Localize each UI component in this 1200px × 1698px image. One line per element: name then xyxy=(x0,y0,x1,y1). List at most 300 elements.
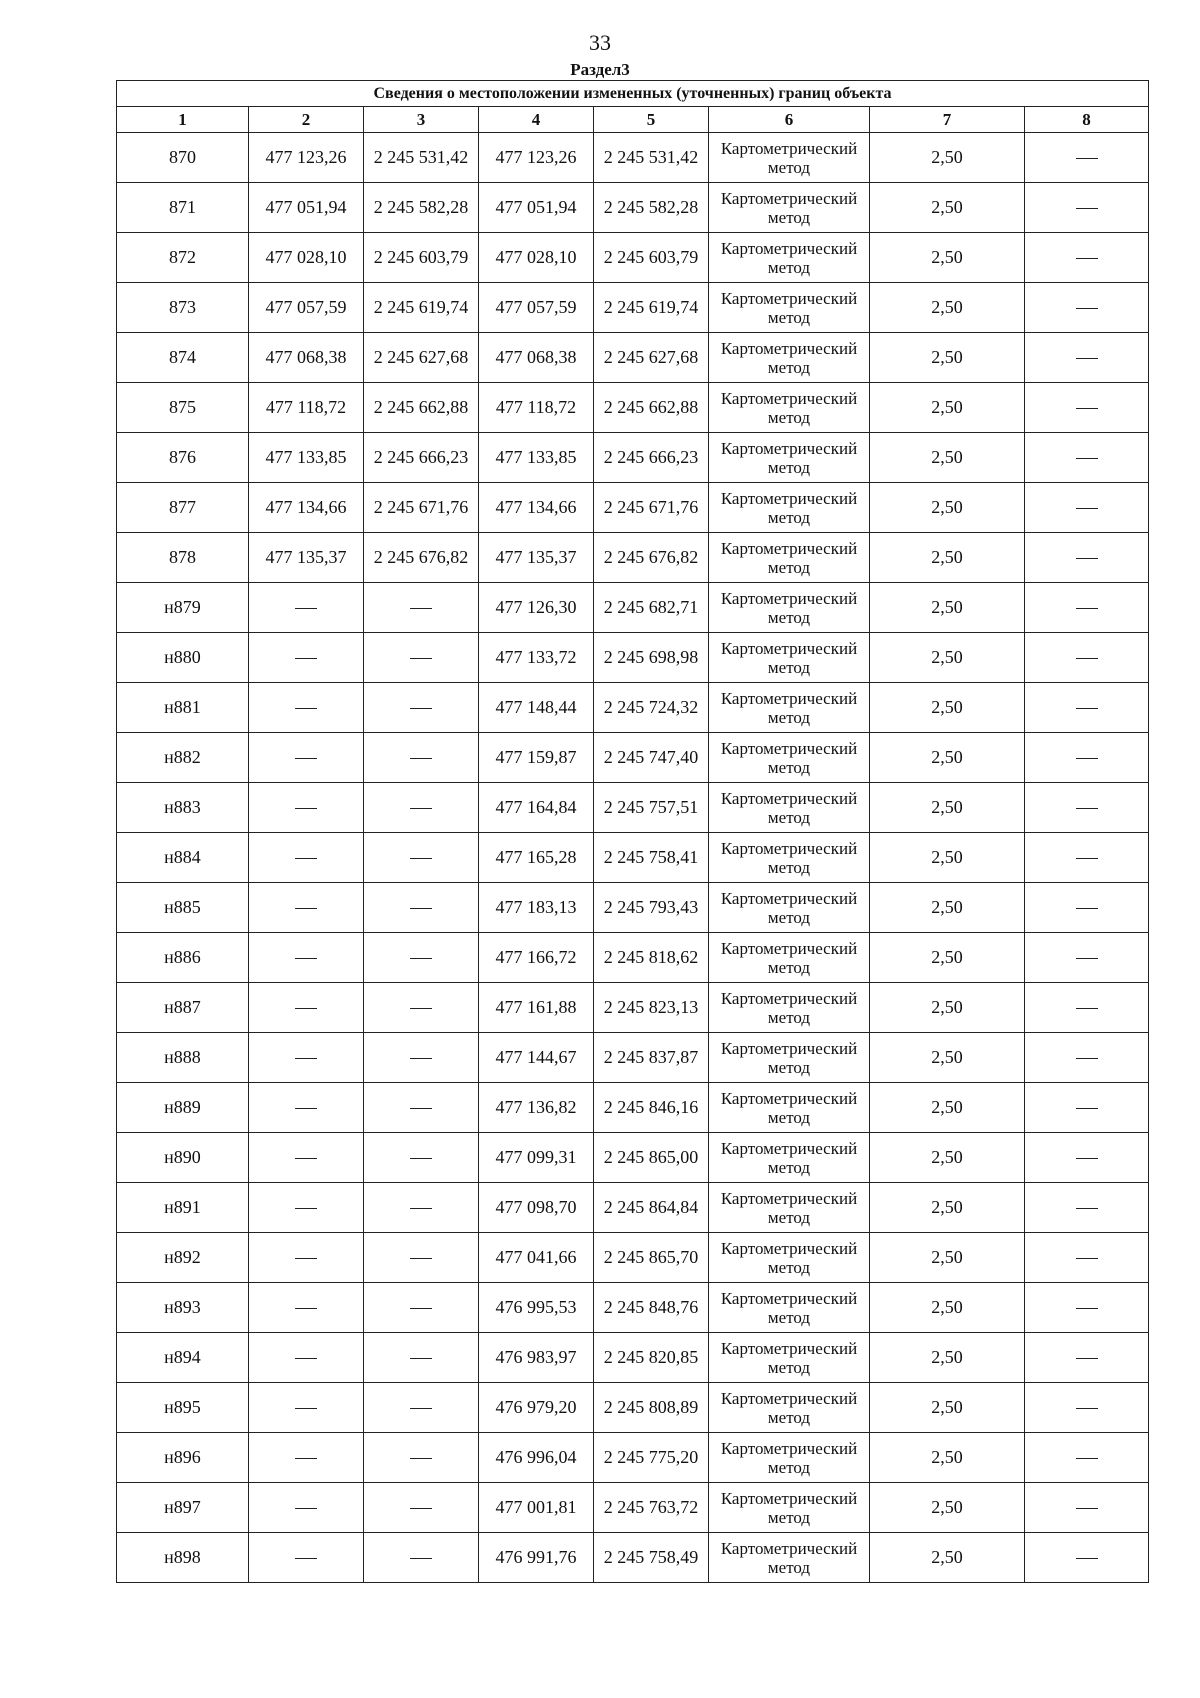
new-y-cell: 2 245 758,41 xyxy=(594,833,709,883)
note-cell xyxy=(1025,133,1149,183)
table-row xyxy=(117,483,1149,533)
method-cell: Картометрический метод xyxy=(709,133,870,183)
column-header: 5 xyxy=(594,107,709,133)
method-cell: Картометрический метод xyxy=(709,1233,870,1283)
new-x-cell: 477 118,72 xyxy=(479,383,594,433)
accuracy-cell: 2,50 xyxy=(870,1033,1025,1083)
dash-mark xyxy=(1076,1258,1098,1259)
dash-mark xyxy=(1076,308,1098,309)
point-number-cell: н879 xyxy=(117,583,249,633)
method-cell: Картометрический метод xyxy=(709,333,870,383)
dash-mark xyxy=(295,1558,317,1559)
dash-mark xyxy=(1076,1508,1098,1509)
new-x-cell: 477 051,94 xyxy=(479,183,594,233)
method-cell: Картометрический метод xyxy=(709,233,870,283)
new-y-cell: 2 245 865,70 xyxy=(594,1233,709,1283)
dash-mark xyxy=(1076,808,1098,809)
point-number-cell: н895 xyxy=(117,1383,249,1433)
dash-mark xyxy=(1076,958,1098,959)
point-number-cell: 874 xyxy=(117,333,249,383)
old-y-cell xyxy=(364,783,479,833)
column-header: 2 xyxy=(249,107,364,133)
dash-mark xyxy=(410,1208,432,1209)
dash-mark xyxy=(1076,1558,1098,1559)
old-y-cell: 2 245 662,88 xyxy=(364,383,479,433)
accuracy-cell: 2,50 xyxy=(870,1183,1025,1233)
dash-mark xyxy=(1076,658,1098,659)
note-cell xyxy=(1025,1533,1149,1583)
note-cell xyxy=(1025,433,1149,483)
old-x-cell xyxy=(249,1483,364,1533)
new-y-cell: 2 245 662,88 xyxy=(594,383,709,433)
old-x-cell xyxy=(249,1383,364,1433)
old-y-cell xyxy=(364,1483,479,1533)
old-x-cell: 477 135,37 xyxy=(249,533,364,583)
dash-mark xyxy=(1076,258,1098,259)
dash-mark xyxy=(1076,1108,1098,1109)
dash-mark xyxy=(410,1558,432,1559)
old-x-cell: 477 118,72 xyxy=(249,383,364,433)
old-y-cell xyxy=(364,1183,479,1233)
method-cell: Картометрический метод xyxy=(709,533,870,583)
old-y-cell: 2 245 603,79 xyxy=(364,233,479,283)
method-cell: Картометрический метод xyxy=(709,483,870,533)
point-number-cell: н882 xyxy=(117,733,249,783)
table-row xyxy=(117,1433,1149,1483)
new-x-cell: 477 164,84 xyxy=(479,783,594,833)
method-cell: Картометрический метод xyxy=(709,1333,870,1383)
old-y-cell xyxy=(364,933,479,983)
dash-mark xyxy=(410,808,432,809)
new-x-cell: 477 165,28 xyxy=(479,833,594,883)
new-x-cell: 477 068,38 xyxy=(479,333,594,383)
dash-mark xyxy=(1076,1058,1098,1059)
column-header: 8 xyxy=(1025,107,1149,133)
table-row xyxy=(117,1183,1149,1233)
point-number-cell: н888 xyxy=(117,1033,249,1083)
point-number-cell: н889 xyxy=(117,1083,249,1133)
table-row xyxy=(117,683,1149,733)
point-number-cell: н890 xyxy=(117,1133,249,1183)
method-cell: Картометрический метод xyxy=(709,383,870,433)
method-cell: Картометрический метод xyxy=(709,1083,870,1133)
method-cell: Картометрический метод xyxy=(709,933,870,983)
new-x-cell: 477 041,66 xyxy=(479,1233,594,1283)
old-x-cell xyxy=(249,1433,364,1483)
dash-mark xyxy=(295,858,317,859)
note-cell xyxy=(1025,833,1149,883)
new-y-cell: 2 245 757,51 xyxy=(594,783,709,833)
accuracy-cell: 2,50 xyxy=(870,1133,1025,1183)
note-cell xyxy=(1025,883,1149,933)
method-cell: Картометрический метод xyxy=(709,283,870,333)
dash-mark xyxy=(295,1508,317,1509)
accuracy-cell: 2,50 xyxy=(870,833,1025,883)
dash-mark xyxy=(410,1308,432,1309)
point-number-cell: 870 xyxy=(117,133,249,183)
dash-mark xyxy=(295,1308,317,1309)
point-number-cell: н881 xyxy=(117,683,249,733)
old-y-cell: 2 245 582,28 xyxy=(364,183,479,233)
old-x-cell xyxy=(249,1333,364,1383)
method-cell: Картометрический метод xyxy=(709,883,870,933)
point-number-cell: н897 xyxy=(117,1483,249,1533)
old-y-cell: 2 245 531,42 xyxy=(364,133,479,183)
method-cell: Картометрический метод xyxy=(709,1183,870,1233)
column-header: 6 xyxy=(709,107,870,133)
accuracy-cell: 2,50 xyxy=(870,583,1025,633)
dash-mark xyxy=(410,1258,432,1259)
dash-mark xyxy=(1076,458,1098,459)
dash-mark xyxy=(1076,1308,1098,1309)
table-row xyxy=(117,433,1149,483)
dash-mark xyxy=(1076,1208,1098,1209)
old-x-cell xyxy=(249,1133,364,1183)
old-x-cell: 477 123,26 xyxy=(249,133,364,183)
old-y-cell xyxy=(364,1133,479,1183)
accuracy-cell: 2,50 xyxy=(870,883,1025,933)
old-x-cell xyxy=(249,883,364,933)
point-number-cell: н896 xyxy=(117,1433,249,1483)
method-cell: Картометрический метод xyxy=(709,1033,870,1083)
point-number-cell: н898 xyxy=(117,1533,249,1583)
method-cell: Картометрический метод xyxy=(709,1433,870,1483)
table-row xyxy=(117,183,1149,233)
new-x-cell: 477 057,59 xyxy=(479,283,594,333)
column-header: 1 xyxy=(117,107,249,133)
note-cell xyxy=(1025,483,1149,533)
new-y-cell: 2 245 808,89 xyxy=(594,1383,709,1433)
new-x-cell: 477 098,70 xyxy=(479,1183,594,1233)
note-cell xyxy=(1025,1283,1149,1333)
accuracy-cell: 2,50 xyxy=(870,333,1025,383)
accuracy-cell: 2,50 xyxy=(870,1533,1025,1583)
note-cell xyxy=(1025,283,1149,333)
table-body xyxy=(117,133,1149,1583)
dash-mark xyxy=(1076,708,1098,709)
old-y-cell xyxy=(364,683,479,733)
table-row xyxy=(117,783,1149,833)
new-y-cell: 2 245 676,82 xyxy=(594,533,709,583)
accuracy-cell: 2,50 xyxy=(870,133,1025,183)
new-y-cell: 2 245 837,87 xyxy=(594,1033,709,1083)
new-y-cell: 2 245 747,40 xyxy=(594,733,709,783)
dash-mark xyxy=(1076,1008,1098,1009)
new-x-cell: 477 136,82 xyxy=(479,1083,594,1133)
table-row xyxy=(117,1483,1149,1533)
note-cell xyxy=(1025,233,1149,283)
old-y-cell xyxy=(364,1533,479,1583)
new-y-cell: 2 245 682,71 xyxy=(594,583,709,633)
dash-mark xyxy=(410,958,432,959)
old-x-cell xyxy=(249,983,364,1033)
accuracy-cell: 2,50 xyxy=(870,733,1025,783)
note-cell xyxy=(1025,1433,1149,1483)
old-y-cell xyxy=(364,983,479,1033)
new-x-cell: 476 979,20 xyxy=(479,1383,594,1433)
dash-mark xyxy=(295,1408,317,1409)
new-y-cell: 2 245 531,42 xyxy=(594,133,709,183)
point-number-cell: н893 xyxy=(117,1283,249,1333)
old-x-cell: 477 051,94 xyxy=(249,183,364,233)
dash-mark xyxy=(1076,208,1098,209)
new-y-cell: 2 245 864,84 xyxy=(594,1183,709,1233)
table-row xyxy=(117,233,1149,283)
table-row xyxy=(117,1333,1149,1383)
dash-mark xyxy=(295,658,317,659)
note-cell xyxy=(1025,683,1149,733)
dash-mark xyxy=(410,1408,432,1409)
new-y-cell: 2 245 846,16 xyxy=(594,1083,709,1133)
new-y-cell: 2 245 775,20 xyxy=(594,1433,709,1483)
new-y-cell: 2 245 627,68 xyxy=(594,333,709,383)
old-y-cell: 2 245 676,82 xyxy=(364,533,479,583)
old-x-cell xyxy=(249,1283,364,1333)
accuracy-cell: 2,50 xyxy=(870,783,1025,833)
old-y-cell xyxy=(364,833,479,883)
table-row xyxy=(117,1383,1149,1433)
coordinates-table xyxy=(116,80,1149,1583)
page-number: 33 xyxy=(589,30,611,55)
old-y-cell xyxy=(364,1383,479,1433)
column-header: 3 xyxy=(364,107,479,133)
new-y-cell: 2 245 823,13 xyxy=(594,983,709,1033)
point-number-cell: 871 xyxy=(117,183,249,233)
old-y-cell xyxy=(364,583,479,633)
table-row xyxy=(117,883,1149,933)
old-x-cell xyxy=(249,683,364,733)
dash-mark xyxy=(295,808,317,809)
note-cell xyxy=(1025,583,1149,633)
table-row xyxy=(117,933,1149,983)
new-y-cell: 2 245 865,00 xyxy=(594,1133,709,1183)
note-cell xyxy=(1025,733,1149,783)
dash-mark xyxy=(410,1158,432,1159)
new-y-cell: 2 245 698,98 xyxy=(594,633,709,683)
accuracy-cell: 2,50 xyxy=(870,233,1025,283)
new-y-cell: 2 245 818,62 xyxy=(594,933,709,983)
new-x-cell: 477 135,37 xyxy=(479,533,594,583)
dash-mark xyxy=(295,958,317,959)
old-x-cell xyxy=(249,733,364,783)
old-x-cell: 477 068,38 xyxy=(249,333,364,383)
dash-mark xyxy=(295,708,317,709)
point-number-cell: 877 xyxy=(117,483,249,533)
dash-mark xyxy=(295,1208,317,1209)
dash-mark xyxy=(1076,608,1098,609)
note-cell xyxy=(1025,1033,1149,1083)
dash-mark xyxy=(1076,1458,1098,1459)
note-cell xyxy=(1025,1133,1149,1183)
dash-mark xyxy=(1076,1408,1098,1409)
note-cell xyxy=(1025,983,1149,1033)
new-x-cell: 477 183,13 xyxy=(479,883,594,933)
dash-mark xyxy=(410,1008,432,1009)
old-x-cell xyxy=(249,933,364,983)
method-cell: Картометрический метод xyxy=(709,783,870,833)
table-row xyxy=(117,583,1149,633)
new-x-cell: 477 159,87 xyxy=(479,733,594,783)
new-y-cell: 2 245 820,85 xyxy=(594,1333,709,1383)
new-x-cell: 477 123,26 xyxy=(479,133,594,183)
column-header: 4 xyxy=(479,107,594,133)
dash-mark xyxy=(295,608,317,609)
new-x-cell: 476 996,04 xyxy=(479,1433,594,1483)
accuracy-cell: 2,50 xyxy=(870,1433,1025,1483)
method-cell: Картометрический метод xyxy=(709,1283,870,1333)
accuracy-cell: 2,50 xyxy=(870,483,1025,533)
dash-mark xyxy=(295,1258,317,1259)
old-x-cell: 477 028,10 xyxy=(249,233,364,283)
dash-mark xyxy=(295,758,317,759)
dash-mark xyxy=(295,1108,317,1109)
method-cell: Картометрический метод xyxy=(709,683,870,733)
accuracy-cell: 2,50 xyxy=(870,983,1025,1033)
table-row xyxy=(117,1233,1149,1283)
new-y-cell: 2 245 758,49 xyxy=(594,1533,709,1583)
new-x-cell: 477 126,30 xyxy=(479,583,594,633)
new-y-cell: 2 245 603,79 xyxy=(594,233,709,283)
new-y-cell: 2 245 724,32 xyxy=(594,683,709,733)
dash-mark xyxy=(1076,1358,1098,1359)
point-number-cell: 875 xyxy=(117,383,249,433)
method-cell: Картометрический метод xyxy=(709,583,870,633)
method-cell: Картометрический метод xyxy=(709,633,870,683)
new-x-cell: 477 001,81 xyxy=(479,1483,594,1533)
dash-mark xyxy=(410,1358,432,1359)
point-number-cell: н892 xyxy=(117,1233,249,1283)
point-number-cell: н891 xyxy=(117,1183,249,1233)
dash-mark xyxy=(1076,158,1098,159)
dash-mark xyxy=(1076,858,1098,859)
note-cell xyxy=(1025,383,1149,433)
new-x-cell: 477 133,72 xyxy=(479,633,594,683)
point-number-cell: н886 xyxy=(117,933,249,983)
table-row xyxy=(117,333,1149,383)
accuracy-cell: 2,50 xyxy=(870,1283,1025,1333)
dash-mark xyxy=(1076,558,1098,559)
point-number-cell: н883 xyxy=(117,783,249,833)
table-row xyxy=(117,983,1149,1033)
old-x-cell xyxy=(249,1033,364,1083)
old-x-cell xyxy=(249,583,364,633)
dash-mark xyxy=(410,1108,432,1109)
dash-mark xyxy=(295,1058,317,1059)
old-y-cell: 2 245 627,68 xyxy=(364,333,479,383)
accuracy-cell: 2,50 xyxy=(870,1383,1025,1433)
dash-mark xyxy=(295,1158,317,1159)
new-y-cell: 2 245 848,76 xyxy=(594,1283,709,1333)
dash-mark xyxy=(410,1508,432,1509)
section-title: Раздел3 xyxy=(570,60,630,79)
old-x-cell xyxy=(249,783,364,833)
table-caption: Сведения о местоположении измененных (уточненных) границ объекта xyxy=(117,81,1149,107)
point-number-cell: н885 xyxy=(117,883,249,933)
accuracy-cell: 2,50 xyxy=(870,183,1025,233)
accuracy-cell: 2,50 xyxy=(870,533,1025,583)
dash-mark xyxy=(295,908,317,909)
dash-mark xyxy=(410,608,432,609)
old-y-cell xyxy=(364,1283,479,1333)
old-y-cell xyxy=(364,883,479,933)
method-cell: Картометрический метод xyxy=(709,183,870,233)
accuracy-cell: 2,50 xyxy=(870,1233,1025,1283)
accuracy-cell: 2,50 xyxy=(870,1333,1025,1383)
new-x-cell: 477 099,31 xyxy=(479,1133,594,1183)
accuracy-cell: 2,50 xyxy=(870,1083,1025,1133)
old-y-cell xyxy=(364,1083,479,1133)
note-cell xyxy=(1025,533,1149,583)
table-row xyxy=(117,1133,1149,1183)
note-cell xyxy=(1025,1333,1149,1383)
table-row xyxy=(117,633,1149,683)
old-y-cell xyxy=(364,1433,479,1483)
new-x-cell: 477 028,10 xyxy=(479,233,594,283)
note-cell xyxy=(1025,1183,1149,1233)
table-row xyxy=(117,533,1149,583)
old-y-cell xyxy=(364,633,479,683)
table-row xyxy=(117,1033,1149,1083)
method-cell: Картометрический метод xyxy=(709,1483,870,1533)
old-x-cell xyxy=(249,1083,364,1133)
old-x-cell xyxy=(249,833,364,883)
new-y-cell: 2 245 619,74 xyxy=(594,283,709,333)
note-cell xyxy=(1025,633,1149,683)
accuracy-cell: 2,50 xyxy=(870,683,1025,733)
old-y-cell xyxy=(364,1333,479,1383)
method-cell: Картометрический метод xyxy=(709,1383,870,1433)
new-y-cell: 2 245 666,23 xyxy=(594,433,709,483)
note-cell xyxy=(1025,333,1149,383)
new-y-cell: 2 245 793,43 xyxy=(594,883,709,933)
old-y-cell: 2 245 619,74 xyxy=(364,283,479,333)
method-cell: Картометрический метод xyxy=(709,733,870,783)
note-cell xyxy=(1025,1483,1149,1533)
dash-mark xyxy=(1076,508,1098,509)
old-x-cell xyxy=(249,633,364,683)
dash-mark xyxy=(410,708,432,709)
table-row xyxy=(117,1083,1149,1133)
table-row xyxy=(117,1283,1149,1333)
point-number-cell: н880 xyxy=(117,633,249,683)
dash-mark xyxy=(410,858,432,859)
table-row xyxy=(117,283,1149,333)
note-cell xyxy=(1025,783,1149,833)
method-cell: Картометрический метод xyxy=(709,1133,870,1183)
accuracy-cell: 2,50 xyxy=(870,433,1025,483)
old-x-cell: 477 057,59 xyxy=(249,283,364,333)
note-cell xyxy=(1025,183,1149,233)
old-y-cell: 2 245 671,76 xyxy=(364,483,479,533)
column-header: 7 xyxy=(870,107,1025,133)
new-x-cell: 476 995,53 xyxy=(479,1283,594,1333)
dash-mark xyxy=(1076,1158,1098,1159)
old-x-cell xyxy=(249,1183,364,1233)
old-y-cell xyxy=(364,733,479,783)
dash-mark xyxy=(295,1008,317,1009)
point-number-cell: н884 xyxy=(117,833,249,883)
old-x-cell xyxy=(249,1233,364,1283)
table-caption-row xyxy=(117,81,1149,107)
new-x-cell: 477 134,66 xyxy=(479,483,594,533)
method-cell: Картометрический метод xyxy=(709,983,870,1033)
dash-mark xyxy=(295,1458,317,1459)
new-x-cell: 477 148,44 xyxy=(479,683,594,733)
old-y-cell xyxy=(364,1033,479,1083)
dash-mark xyxy=(1076,908,1098,909)
method-cell: Картометрический метод xyxy=(709,833,870,883)
new-y-cell: 2 245 671,76 xyxy=(594,483,709,533)
